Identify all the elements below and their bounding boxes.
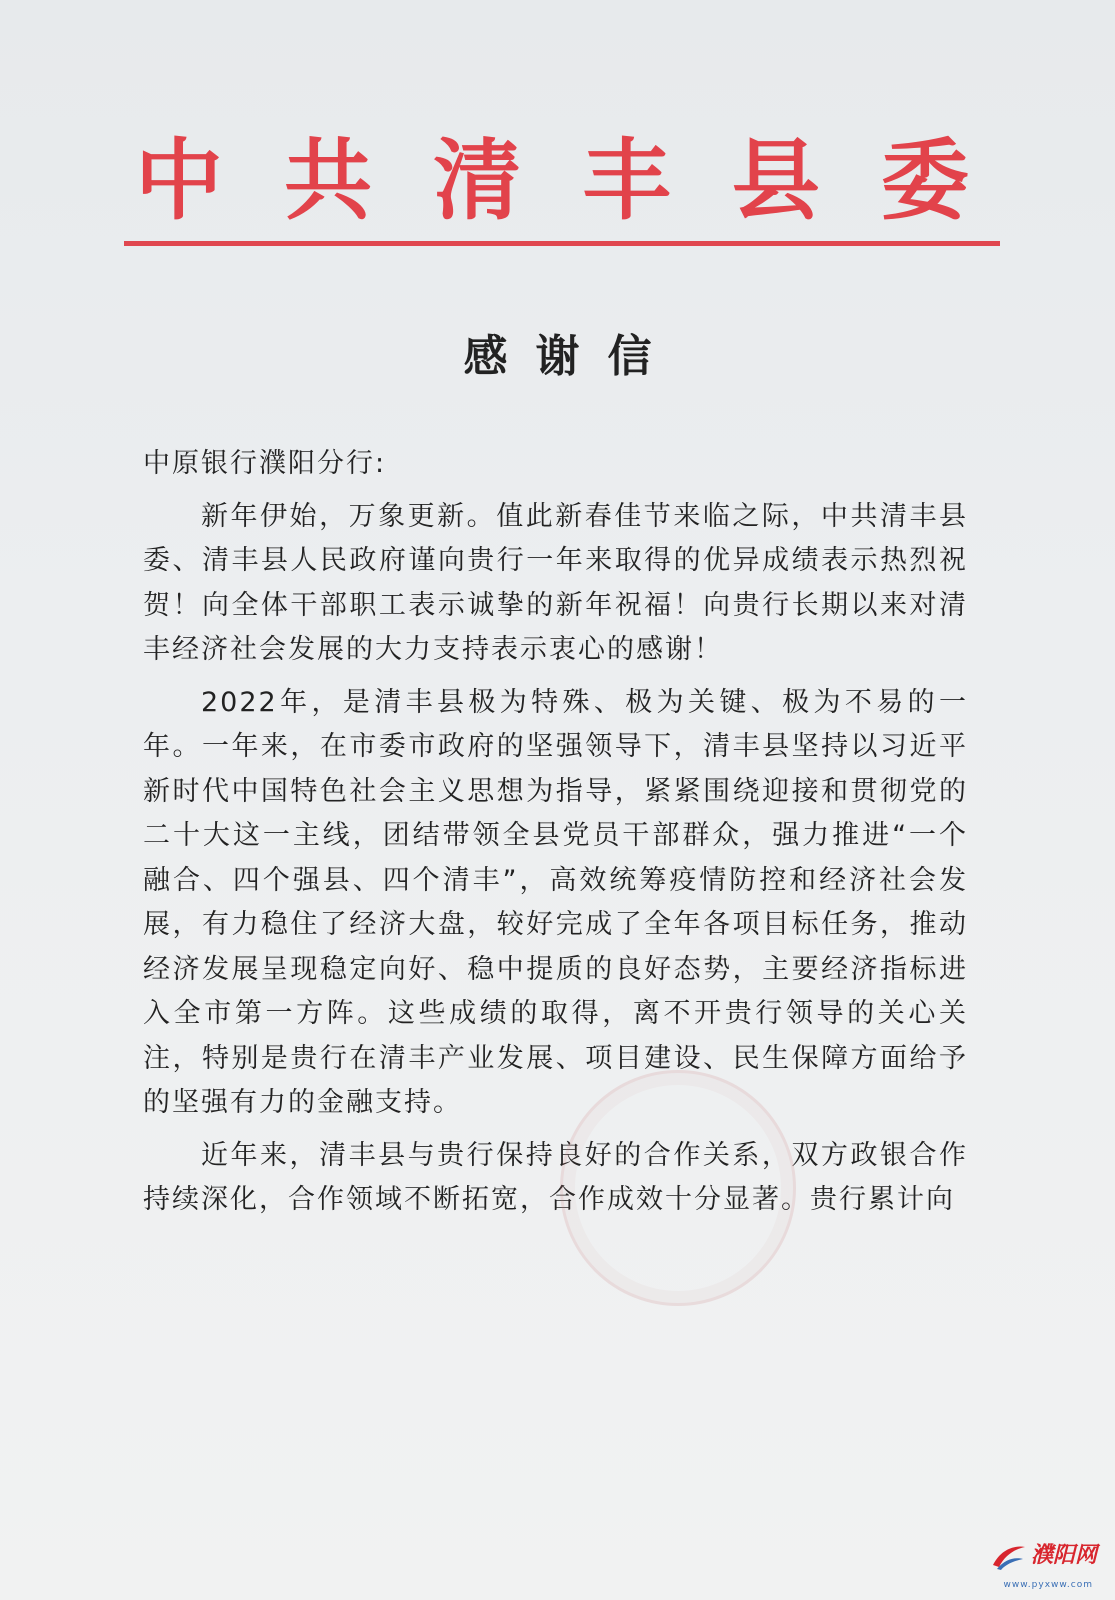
masthead-char: 共 xyxy=(284,128,373,232)
letter-body xyxy=(143,442,968,1231)
paragraph-3: 近年来，清丰县与贵行保持良好的合作关系，双方政银合作持续深化，合作领域不断拓宽，合作成效十分显著。贵行累计向 xyxy=(143,1139,968,1215)
masthead-char: 丰 xyxy=(582,128,671,232)
watermark-url: www.pyxww.com xyxy=(1003,1580,1093,1590)
masthead-char: 委 xyxy=(880,128,969,232)
masthead-char: 县 xyxy=(731,128,820,232)
watermark-text: 濮阳网 xyxy=(1030,1543,1097,1568)
paragraph-2: 2022年，是清丰县极为特殊、极为关键、极为不易的一年。一年来，在市委市政府的坚强领导下，清丰县坚持以习近平新时代中国特色社会主义思想为指导，紧紧围绕迎接和贯彻党的二十大这一主线，团结带领全县党员干部群众，强力推进“一个融合、四个强县、四个清丰”，高效统筹疫情防控和经济社会发展，有力稳住了经济大盘，较好完成了全年各项目标任务，推动经济发展呈现稳定向好、稳中提质的良好态势，主要经济指标进入全市第一方阵。这些成绩的取得，离不开贵行领导的关心关注，特别是贵行在清丰产业发展、项目建设、民生保障方面给予的坚强有力的金融支持。 xyxy=(143,686,968,1118)
paragraph-1: 新年伊始，万象更新。值此新春佳节来临之际，中共清丰县委、清丰县人民政府谨向贵行一年来取得的优异成绩表示热烈祝贺！向全体干部职工表示诚挚的新年祝福！向贵行长期以来对清丰经济社会发展的大力支持表示衷心的感谢！ xyxy=(143,500,968,665)
salutation: 中原银行濮阳分行: xyxy=(143,448,387,479)
swoosh-logo-icon xyxy=(991,1541,1027,1571)
masthead-char: 中 xyxy=(134,128,223,232)
masthead-red-rule xyxy=(124,241,1000,246)
document-title: 感谢信 xyxy=(463,331,680,382)
site-watermark xyxy=(947,1536,1097,1576)
masthead-title xyxy=(124,130,980,230)
masthead-char: 清 xyxy=(433,128,522,232)
